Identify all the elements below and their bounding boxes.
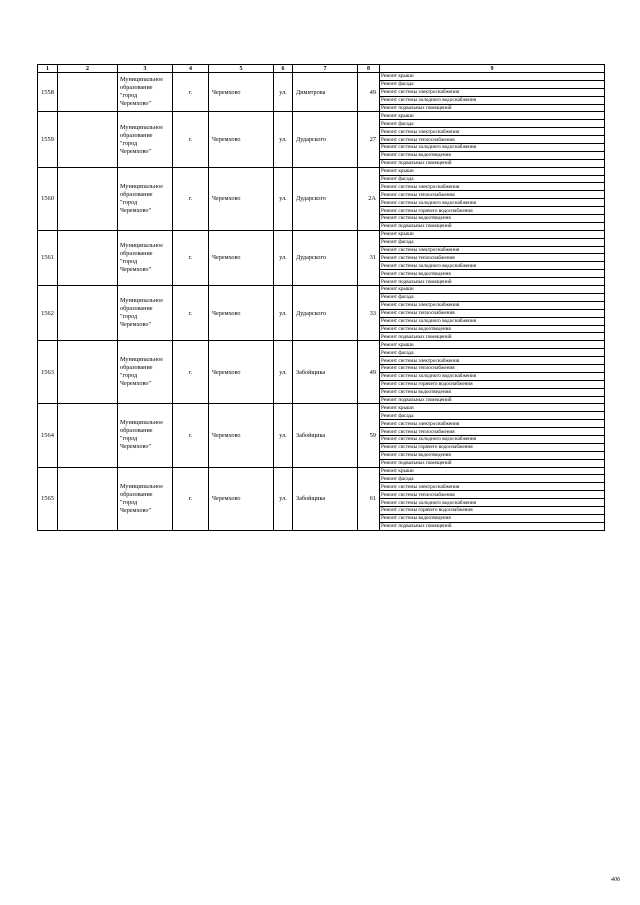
table-row [38, 404, 605, 412]
column-2-cell [58, 73, 118, 112]
settlement-name: Черемхово [209, 467, 274, 530]
settlement-name: Черемхово [209, 112, 274, 167]
work-type: Ремонт подвальных помещений [380, 333, 605, 341]
record-number: 1562 [38, 286, 58, 341]
column-2-cell [58, 286, 118, 341]
work-type: Ремонт системы горячего водоснабжения [380, 443, 605, 451]
municipality-name: Муниципальное образование "город Черемхово" [118, 73, 173, 112]
work-type: Ремонт подвальных помещений [380, 396, 605, 404]
column-2-cell [58, 167, 118, 230]
record-number: 1561 [38, 230, 58, 285]
street-type: ул. [274, 286, 293, 341]
work-type: Ремонт крыши [380, 73, 605, 81]
work-type: Ремонт системы водоотведения [380, 270, 605, 278]
settlement-name: Черемхово [209, 230, 274, 285]
street-name: Забойщика [293, 404, 358, 467]
work-type: Ремонт крыши [380, 404, 605, 412]
work-type: Ремонт системы водоотведения [380, 151, 605, 159]
settlement-type: г. [173, 467, 209, 530]
work-type: Ремонт системы теплоснабжения [380, 254, 605, 262]
work-type: Ремонт крыши [380, 112, 605, 120]
settlement-type: г. [173, 167, 209, 230]
settlement-type: г. [173, 230, 209, 285]
house-number: 27 [358, 112, 380, 167]
table-row [38, 341, 605, 349]
work-type: Ремонт системы водоотведения [380, 325, 605, 333]
column-header-7: 7 [293, 65, 358, 73]
record-number: 1560 [38, 167, 58, 230]
work-type: Ремонт системы электроснабжения [380, 183, 605, 191]
table-row [38, 167, 605, 175]
record-number: 1559 [38, 112, 58, 167]
municipality-name: Муниципальное образование "город Черемхово" [118, 230, 173, 285]
settlement-type: г. [173, 286, 209, 341]
house-number: 61 [358, 467, 380, 530]
work-type: Ремонт крыши [380, 286, 605, 294]
street-name: Забойщика [293, 341, 358, 404]
column-2-cell [58, 404, 118, 467]
settlement-name: Черемхово [209, 286, 274, 341]
work-type: Ремонт системы теплоснабжения [380, 309, 605, 317]
work-type: Ремонт подвальных помещений [380, 159, 605, 167]
settlement-type: г. [173, 73, 209, 112]
column-2-cell [58, 467, 118, 530]
work-type: Ремонт системы электроснабжения [380, 357, 605, 365]
street-name: Дударского [293, 167, 358, 230]
house-number: 31 [358, 230, 380, 285]
house-number: 2А [358, 167, 380, 230]
street-name: Димитрова [293, 73, 358, 112]
work-type: Ремонт подвальных помещений [380, 522, 605, 530]
column-header-3: 3 [118, 65, 173, 73]
work-type: Ремонт системы холодного водоснабжения [380, 435, 605, 443]
work-type: Ремонт системы водоотведения [380, 514, 605, 522]
work-type: Ремонт системы электроснабжения [380, 483, 605, 491]
work-type: Ремонт системы электроснабжения [380, 246, 605, 254]
street-type: ул. [274, 112, 293, 167]
work-type: Ремонт системы водоотведения [380, 451, 605, 459]
column-2-cell [58, 112, 118, 167]
work-type: Ремонт системы электроснабжения [380, 420, 605, 428]
street-name: Дударского [293, 112, 358, 167]
settlement-name: Черемхово [209, 73, 274, 112]
work-type: Ремонт системы холодного водоснабжения [380, 262, 605, 270]
work-type: Ремонт системы холодного водоснабжения [380, 372, 605, 380]
work-type: Ремонт системы водоотведения [380, 215, 605, 223]
street-type: ул. [274, 230, 293, 285]
work-type: Ремонт подвальных помещений [380, 104, 605, 112]
work-type: Ремонт фасада [380, 349, 605, 357]
work-type: Ремонт системы теплоснабжения [380, 428, 605, 436]
street-type: ул. [274, 404, 293, 467]
house-number: 33 [358, 286, 380, 341]
register-table [37, 64, 605, 531]
work-type: Ремонт системы теплоснабжения [380, 364, 605, 372]
table-row [38, 467, 605, 475]
street-type: ул. [274, 73, 293, 112]
work-type: Ремонт крыши [380, 467, 605, 475]
municipality-name: Муниципальное образование "город Черемхово" [118, 341, 173, 404]
street-type: ул. [274, 167, 293, 230]
work-type: Ремонт системы теплоснабжения [380, 136, 605, 144]
record-number: 1564 [38, 404, 58, 467]
work-type: Ремонт системы электроснабжения [380, 301, 605, 309]
record-number: 1565 [38, 467, 58, 530]
work-type: Ремонт фасада [380, 293, 605, 301]
work-type: Ремонт системы холодного водоснабжения [380, 499, 605, 507]
work-type: Ремонт фасада [380, 120, 605, 128]
column-header-1: 1 [38, 65, 58, 73]
settlement-type: г. [173, 112, 209, 167]
work-type: Ремонт фасада [380, 238, 605, 246]
work-type: Ремонт системы горячего водоснабжения [380, 380, 605, 388]
street-name: Забойщика [293, 467, 358, 530]
column-header-5: 5 [209, 65, 274, 73]
house-number: 59 [358, 404, 380, 467]
municipality-name: Муниципальное образование "город Черемхово" [118, 167, 173, 230]
settlement-type: г. [173, 341, 209, 404]
work-type: Ремонт подвальных помещений [380, 459, 605, 467]
settlement-name: Черемхово [209, 404, 274, 467]
record-number: 1563 [38, 341, 58, 404]
work-type: Ремонт системы электроснабжения [380, 128, 605, 136]
header-row [38, 65, 605, 73]
work-type: Ремонт подвальных помещений [380, 222, 605, 230]
street-name: Дударского [293, 230, 358, 285]
settlement-name: Черемхово [209, 341, 274, 404]
work-type: Ремонт системы теплоснабжения [380, 491, 605, 499]
column-2-cell [58, 341, 118, 404]
column-header-2: 2 [58, 65, 118, 73]
municipality-name: Муниципальное образование "город Черемхово" [118, 467, 173, 530]
work-type: Ремонт системы холодного водоснабжения [380, 96, 605, 104]
street-type: ул. [274, 467, 293, 530]
work-type: Ремонт системы теплоснабжения [380, 191, 605, 199]
work-type: Ремонт системы холодного водоснабжения [380, 317, 605, 325]
street-name: Дударского [293, 286, 358, 341]
column-header-8: 8 [358, 65, 380, 73]
work-type: Ремонт системы горячего водоснабжения [380, 207, 605, 215]
work-type: Ремонт подвальных помещений [380, 278, 605, 286]
house-number: 49 [358, 73, 380, 112]
work-type: Ремонт крыши [380, 230, 605, 238]
column-header-6: 6 [274, 65, 293, 73]
work-type: Ремонт системы холодного водоснабжения [380, 199, 605, 207]
work-type: Ремонт системы электроснабжения [380, 88, 605, 96]
table-row [38, 230, 605, 238]
table-row [38, 73, 605, 81]
municipality-name: Муниципальное образование "город Черемхово" [118, 286, 173, 341]
table-row [38, 112, 605, 120]
column-header-4: 4 [173, 65, 209, 73]
work-type: Ремонт крыши [380, 341, 605, 349]
column-header-9: 9 [380, 65, 605, 73]
settlement-type: г. [173, 404, 209, 467]
municipality-name: Муниципальное образование "город Черемхово" [118, 112, 173, 167]
work-type: Ремонт фасада [380, 475, 605, 483]
page-number: 406 [611, 877, 620, 883]
settlement-name: Черемхово [209, 167, 274, 230]
work-type: Ремонт фасада [380, 80, 605, 88]
work-type: Ремонт фасада [380, 412, 605, 420]
table-body [38, 73, 605, 531]
record-number: 1558 [38, 73, 58, 112]
work-type: Ремонт системы горячего водоснабжения [380, 506, 605, 514]
work-type: Ремонт системы холодного водоснабжения [380, 144, 605, 152]
street-type: ул. [274, 341, 293, 404]
municipality-name: Муниципальное образование "город Черемхово" [118, 404, 173, 467]
work-type: Ремонт крыши [380, 167, 605, 175]
house-number: 49 [358, 341, 380, 404]
column-2-cell [58, 230, 118, 285]
table-row [38, 286, 605, 294]
work-type: Ремонт системы водоотведения [380, 388, 605, 396]
work-type: Ремонт фасада [380, 175, 605, 183]
